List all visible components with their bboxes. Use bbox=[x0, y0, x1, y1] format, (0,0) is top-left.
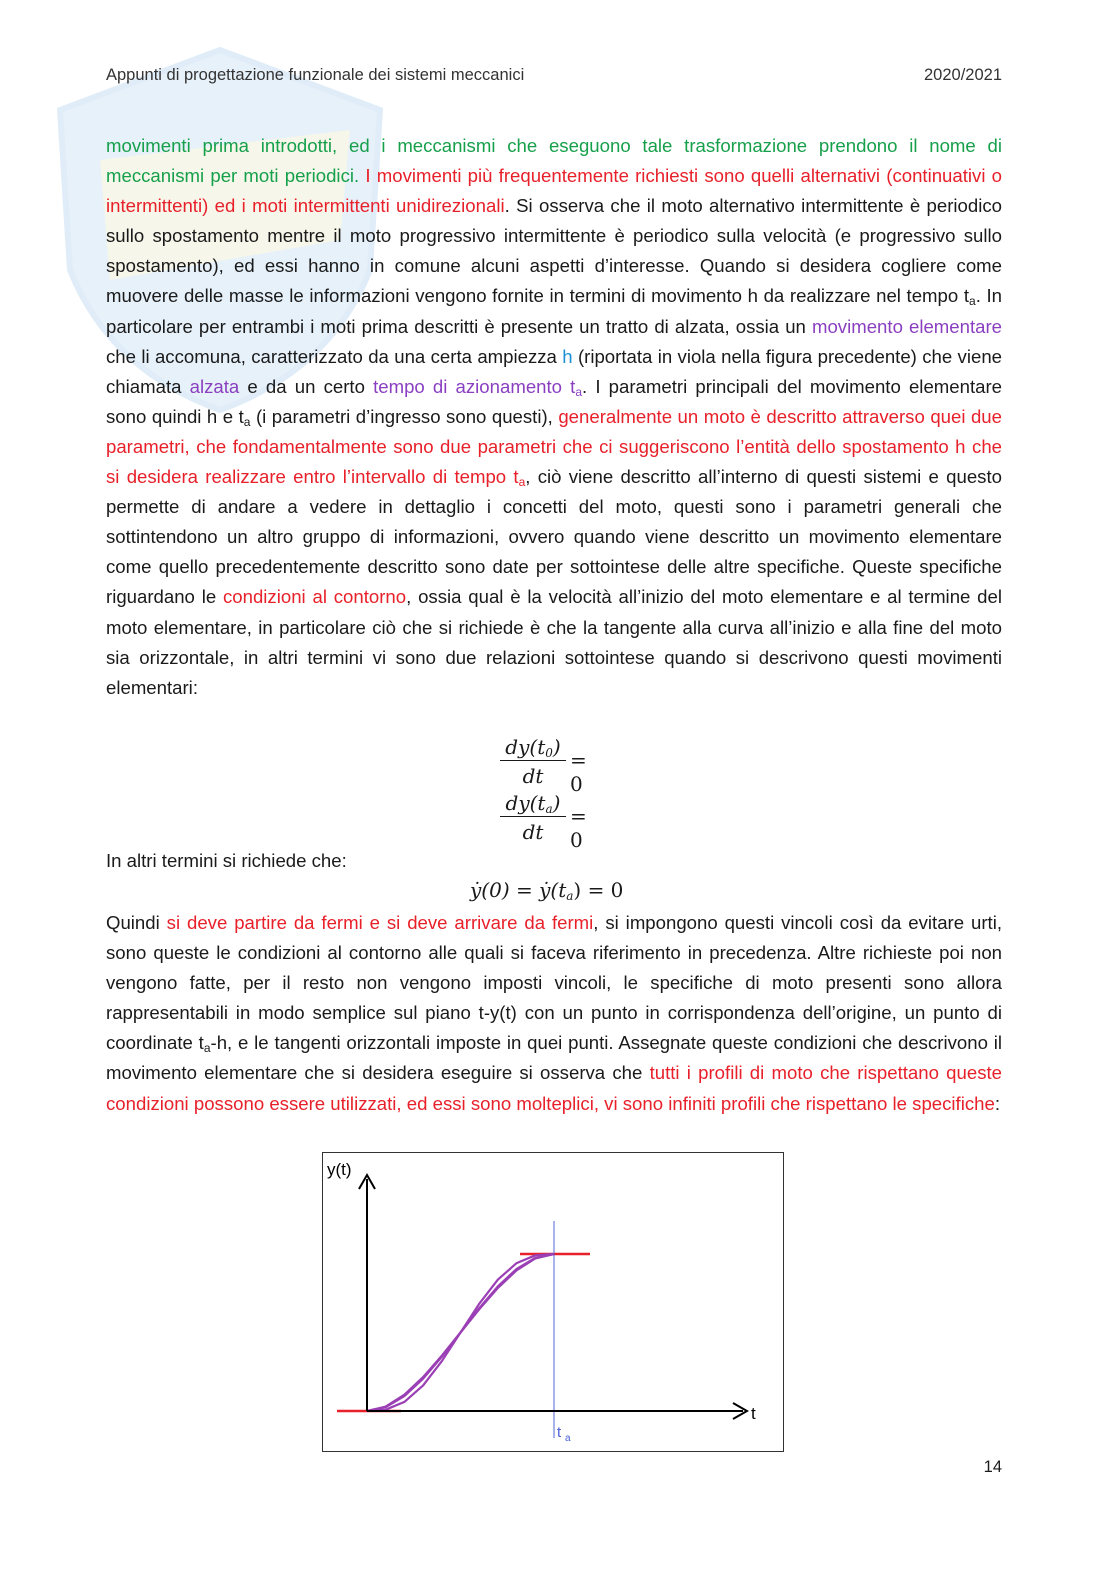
eq3-sub: a bbox=[566, 889, 574, 903]
text-purple: alzata bbox=[189, 375, 240, 397]
text-red: generalmente un moto è descritto attraverso quei due parametri, che fondamentalmente sono due parametri che ci suggeriscono l’entità dello spostamento h che si desidera realizzare entro l’intervallo di tempo t bbox=[106, 405, 1002, 488]
subscript: a bbox=[518, 475, 526, 490]
text: e da un certo bbox=[239, 375, 374, 397]
eq3-right: ) = 0 bbox=[573, 878, 624, 902]
curve-profile-3 bbox=[367, 1254, 554, 1411]
subscript: a bbox=[969, 294, 976, 309]
eq3-left: ẏ(0) = ẏ(t bbox=[470, 878, 567, 902]
intro-line: In altri termini si richiede che: bbox=[106, 850, 347, 871]
chart-svg bbox=[323, 1153, 782, 1450]
eq2-rhs: = 0 bbox=[570, 804, 587, 852]
text: . I parametri principali del movimento elementare sono quindi h e t bbox=[106, 375, 1002, 427]
x-axis-label: t bbox=[751, 1404, 756, 1423]
subscript: a bbox=[575, 384, 583, 399]
text-blue: h bbox=[562, 345, 573, 367]
text: , si impongono questi vincoli così da evitare urti, sono queste le condizioni al contorno alle quali si faceva riferimento in precedenza. Altre richieste poi non vengono fatte, per il resto non vengono imposti vincoli, le specifiche di moto presenti sono allora rappresentabili in modo semplice sul piano t-y(t) con un punto in corrispondenza dell’origine, un punto di coordinate t bbox=[106, 912, 1002, 1054]
eq2-denominator: dt bbox=[522, 820, 544, 844]
subscript: a bbox=[203, 1041, 211, 1056]
text-red: si deve partire da fermi e si deve arrivare da fermi bbox=[166, 912, 594, 933]
text-purple: tempo di azionamento t bbox=[373, 375, 576, 397]
text-red: I movimenti più frequentemente richiesti sono quelli alternativi (continuativi o intermittenti) ed i moti intermittenti unidirezionali bbox=[106, 165, 1003, 217]
text: : bbox=[994, 1092, 1000, 1114]
eq2-close: ) bbox=[552, 791, 561, 815]
header-title: Appunti di progettazione funzionale dei sistemi meccanici bbox=[106, 66, 525, 84]
text: . Si osserva che il moto alternativo intermittente è periodico sullo spostamento mentre il moto progressivo intermittente è periodico sulla velocità (e progressivo sullo spostamento), ed essi hanno in comune alcuni aspetti d’interesse. Quando si desidera cogliere come muovere delle masse le informazioni vengono fornite in termini di movimento h da realizzare nel tempo t bbox=[106, 195, 1002, 307]
text: , ciò viene descritto all’interno di questi sistemi e questo permette di andare a vedere in dettaglio i concetti del moto, questi sono i parametri generali che sottintendono un altro gruppo di informazioni, ovvero quando viene descritto un movimento elementare come quello precedentemente descritto sono date per sottointese delle altre specifiche. Queste specifiche riguardano le bbox=[106, 466, 1002, 608]
ta-label-sub: a bbox=[565, 1433, 571, 1444]
text-purple: movimento elementare bbox=[811, 315, 1002, 337]
page-header bbox=[106, 66, 1002, 92]
text: , ossia qual è la velocità all’inizio del moto elementare e al termine del moto elementare, in particolare ciò che si richiede è che la tangente alla curva all’inizio e alla fine del moto sia orizzontale, in altri termini vi sono due relazioni sottointese quando si descrivono questi movimenti elementari: bbox=[106, 586, 1002, 698]
text-green: movimenti prima introdotti, ed i meccanismi che eseguono tale trasformazione prendono il nome di meccanismi per moti periodici. bbox=[106, 135, 1002, 187]
motion-profile-chart bbox=[322, 1152, 784, 1452]
paragraph-2 bbox=[106, 908, 1002, 1119]
ta-label: t bbox=[557, 1424, 562, 1441]
text-red: condizioni al contorno bbox=[222, 586, 407, 608]
text: (riportata in viola nella figura precedente) che viene chiamata bbox=[106, 345, 1002, 397]
header-year: 2020/2021 bbox=[924, 66, 1002, 84]
equation-3 bbox=[470, 878, 623, 902]
paragraph-1 bbox=[106, 131, 1002, 703]
text: . In particolare per entrambi i moti prima descritti è presente un tratto di alzata, ossia un bbox=[106, 285, 1002, 337]
y-axis-label: y(t) bbox=[327, 1160, 352, 1179]
eq2-sub: a bbox=[545, 802, 553, 816]
eq2-numerator: dy(t bbox=[505, 791, 546, 815]
eq1-numerator: dy(t bbox=[505, 735, 546, 759]
eq1-rhs: = 0 bbox=[570, 748, 587, 796]
text: -h, e le tangenti orizzontali imposte in quei punti. Assegnate queste condizioni che descrivono il movimento elementare che si desidera eseguire si osserva che bbox=[106, 1032, 1002, 1084]
text: che li accomuna, caratterizzato da una certa ampiezza bbox=[106, 345, 563, 367]
text: Quindi bbox=[106, 912, 167, 933]
text-red: tutti i profili di moto che rispettano queste condizioni possono essere utilizzati, ed essi sono molteplici, vi sono infiniti profili che rispettano le specifiche bbox=[106, 1062, 1002, 1114]
eq1-close: ) bbox=[552, 735, 561, 759]
subscript: a bbox=[243, 414, 251, 429]
page-number: 14 bbox=[983, 1458, 1002, 1476]
text: (i parametri d’ingresso sono questi), bbox=[250, 405, 559, 427]
eq1-sub: 0 bbox=[545, 746, 553, 760]
eq1-denominator: dt bbox=[522, 764, 544, 788]
